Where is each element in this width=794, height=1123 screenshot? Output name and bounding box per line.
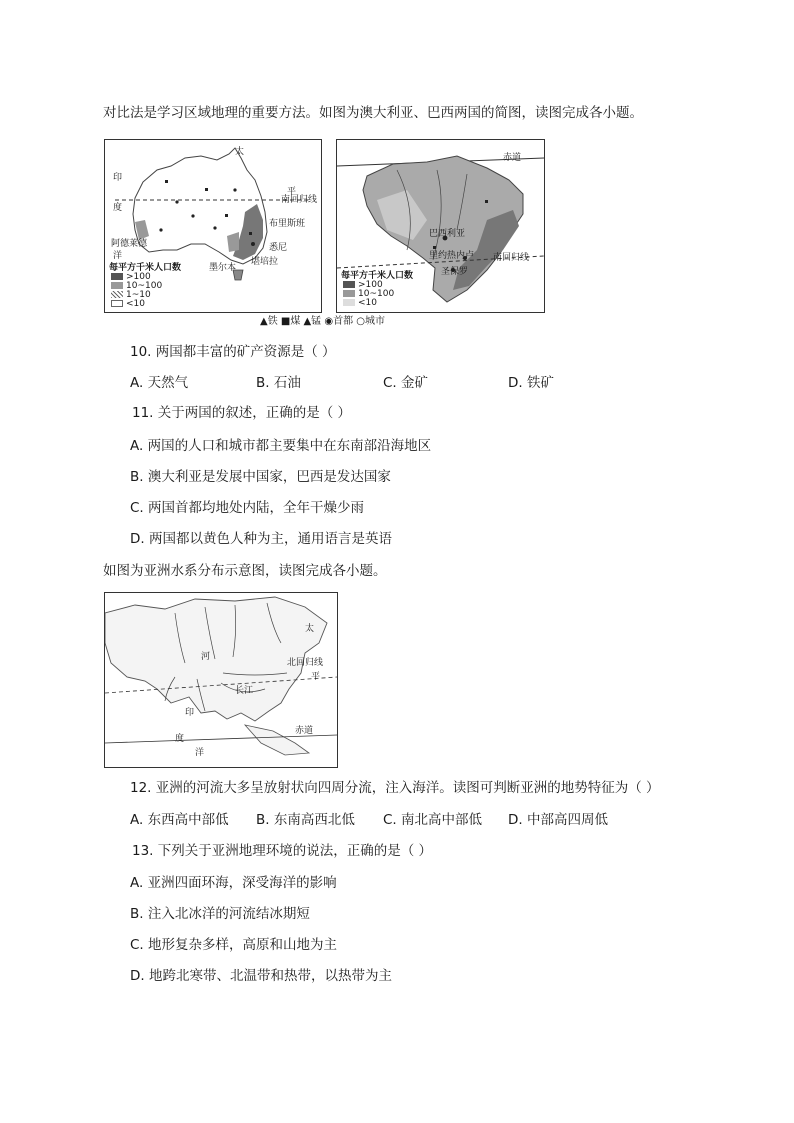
label-du: 度 bbox=[113, 203, 123, 213]
label-ping-asia: 平 bbox=[311, 672, 321, 682]
q10-option-d: D. 铁矿 bbox=[508, 375, 554, 391]
label-ping: 平 bbox=[287, 187, 297, 197]
label-he: 河 bbox=[201, 652, 211, 662]
label-tropic-br: 南回归线 bbox=[493, 253, 530, 263]
legend-item: 10~100 bbox=[126, 280, 163, 291]
q12-option-a: A. 东西高中部低 bbox=[130, 812, 229, 828]
legend-item: 10~100 bbox=[358, 288, 395, 299]
legend-item: 1~10 bbox=[126, 289, 151, 300]
map-key: ▲铁 ■煤 ▲锰 ◉首都 ○城市 bbox=[260, 316, 385, 327]
label-brisbane: 布里斯班 bbox=[269, 219, 306, 229]
intro-text-1: 对比法是学习区域地理的重要方法。如图为澳大利亚、巴西两国的简图，读图完成各小题。 bbox=[103, 105, 643, 121]
label-changjiang: 长江 bbox=[235, 686, 254, 696]
brazil-map bbox=[336, 139, 545, 313]
label-brasilia: 巴西利亚 bbox=[429, 229, 466, 239]
australia-map bbox=[104, 139, 322, 313]
label-yang-asia: 洋 bbox=[195, 748, 205, 758]
legend-item: <10 bbox=[358, 297, 377, 308]
label-taiping: 太 bbox=[235, 147, 245, 157]
label-equator-asia: 赤道 bbox=[295, 726, 314, 736]
label-tropic-au: 南回归线 bbox=[281, 195, 318, 205]
label-canberra: 堪培拉 bbox=[251, 257, 279, 267]
label-adelaide: 阿德莱德 bbox=[111, 239, 148, 249]
q10-option-a: A. 天然气 bbox=[130, 375, 189, 391]
legend-2 bbox=[343, 280, 394, 307]
q13-stem: 13. 下列关于亚洲地理环境的说法，正确的是（ ） bbox=[132, 843, 433, 859]
q11-option-b: B. 澳大利亚是发展中国家，巴西是发达国家 bbox=[130, 469, 391, 485]
label-yin-asia: 印 bbox=[185, 708, 195, 718]
q13-option-d: D. 地跨北寒带、北温带和热带，以热带为主 bbox=[130, 968, 392, 984]
legend-title-1: 每平方千米人口数 bbox=[109, 263, 182, 273]
q11-option-a: A. 两国的人口和城市都主要集中在东南部沿海地区 bbox=[130, 438, 432, 454]
q13-option-c: C. 地形复杂多样，高原和山地为主 bbox=[130, 937, 338, 953]
q10-stem: 10. 两国都丰富的矿产资源是（ ） bbox=[130, 344, 336, 360]
q10-option-c: C. 金矿 bbox=[383, 375, 429, 391]
legend-item: >100 bbox=[358, 279, 383, 290]
label-melbourne: 墨尔本 bbox=[209, 263, 237, 273]
label-yang: 洋 bbox=[113, 251, 123, 261]
label-yin: 印 bbox=[113, 173, 123, 183]
q13-option-b: B. 注入北冰洋的河流结冰期短 bbox=[130, 906, 310, 922]
legend-item: <10 bbox=[126, 298, 145, 309]
asia-map bbox=[104, 592, 338, 768]
label-tropic-asia: 北回归线 bbox=[287, 658, 324, 668]
legend-title-2: 每平方千米人口数 bbox=[341, 271, 414, 281]
label-sydney: 悉尼 bbox=[269, 243, 288, 253]
q13-option-a: A. 亚洲四面环海，深受海洋的影响 bbox=[130, 875, 337, 891]
q11-option-c: C. 两国首都均地处内陆，全年干燥少雨 bbox=[130, 500, 365, 516]
q11-option-d: D. 两国都以黄色人种为主，通用语言是英语 bbox=[130, 531, 392, 547]
q12-option-d: D. 中部高四周低 bbox=[508, 812, 608, 828]
label-tai-asia: 太 bbox=[305, 624, 315, 634]
label-equator-br: 赤道 bbox=[503, 153, 522, 163]
q10-option-b: B. 石油 bbox=[256, 375, 301, 391]
q12-stem: 12. 亚洲的河流大多呈放射状向四周分流，注入海洋。读图可判断亚洲的地势特征为（ ） bbox=[130, 780, 660, 796]
intro-text-2: 如图为亚洲水系分布示意图，读图完成各小题。 bbox=[103, 563, 387, 579]
q12-option-c: C. 南北高中部低 bbox=[383, 812, 483, 828]
label-du-asia: 度 bbox=[175, 734, 185, 744]
legend-1 bbox=[111, 272, 162, 308]
q12-option-b: B. 东南高西北低 bbox=[256, 812, 355, 828]
label-rio: 里约热内卢 bbox=[429, 251, 475, 261]
label-saopaulo: 圣保罗 bbox=[441, 267, 469, 277]
q11-stem: 11. 关于两国的叙述，正确的是（ ） bbox=[132, 405, 352, 421]
legend-item: >100 bbox=[126, 271, 151, 282]
